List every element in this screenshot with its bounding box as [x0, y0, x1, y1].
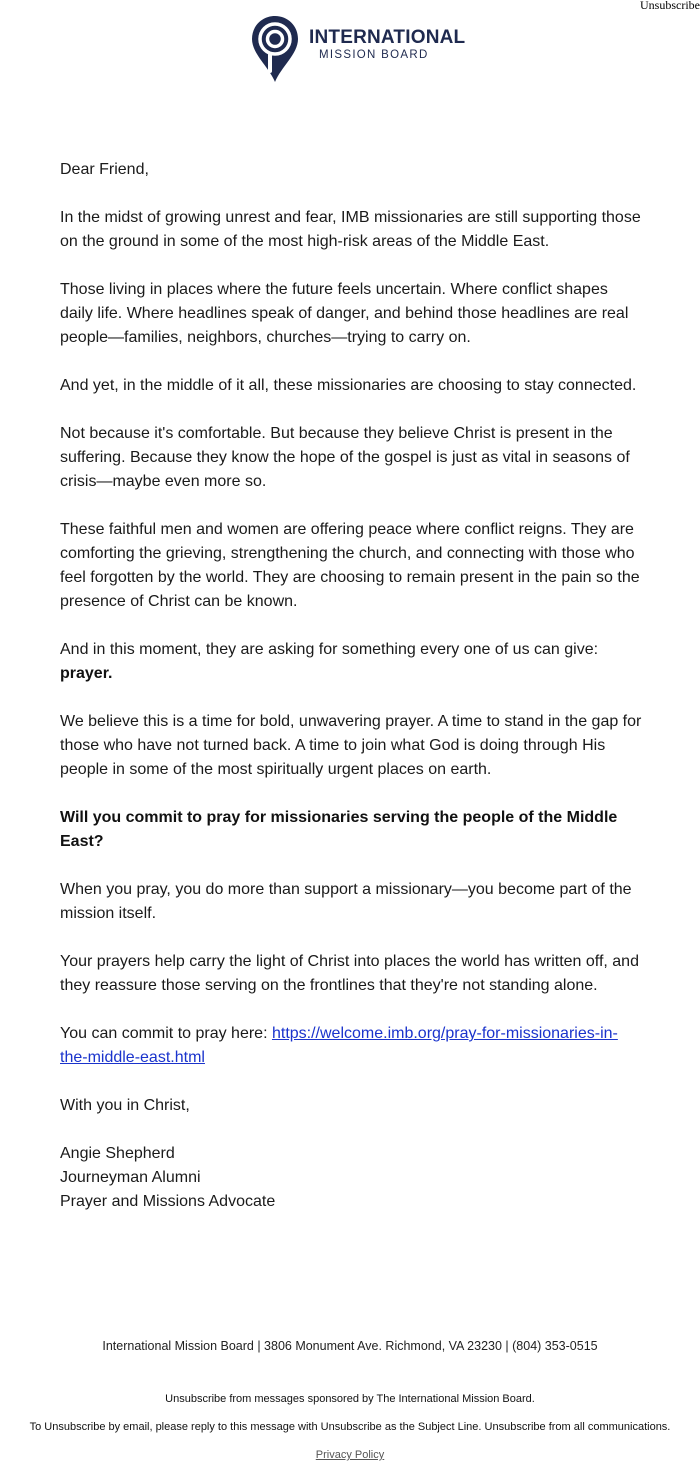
paragraph-5: These faithful men and women are offering peace where conflict reigns. They are comforting the grieving, strengthening the church, and connecting with those who feel forgotten by the world. They are choosing to remain present in the pain so the presence of Christ can be known.: [60, 521, 640, 610]
signature-title-2: Prayer and Missions Advocate: [60, 1193, 276, 1210]
logo-subtitle: MISSION BOARD: [319, 49, 429, 62]
commit-text: You can commit to pray here:: [60, 1025, 268, 1042]
letter-body: [60, 158, 644, 1214]
top-unsubscribe-link[interactable]: Unsubscribe: [640, 0, 700, 12]
paragraph-11: [60, 1022, 644, 1070]
paragraph-4: Not because it's comfortable. But because they believe Christ is present in the suffering. Because they know the hope of the gospel is just as vital in seasons of crisis—maybe even more so.: [60, 425, 630, 490]
footer-privacy: [0, 1449, 700, 1461]
signature-name: Angie Shepherd: [60, 1145, 175, 1162]
commit-to-pray-link[interactable]: https://welcome.imb.org/pray-for-missionaries-in-the-middle-east.html: [60, 1025, 618, 1066]
closing: With you in Christ,: [60, 1097, 190, 1114]
footer-email-unsubscribe: To Unsubscribe by email, please reply to this message with Unsubscribe as the Subject Line. Unsubscribe from all communications.: [29, 1421, 671, 1433]
paragraph-10: Your prayers help carry the light of Christ into places the world has written off, and they reassure those serving on the frontlines that they're not standing alone.: [60, 953, 639, 994]
greeting: Dear Friend,: [60, 161, 149, 178]
imb-logo[interactable]: [251, 14, 465, 84]
prayer-emphasis: prayer.: [60, 665, 113, 682]
footer-address: International Mission Board | 3806 Monument Ave. Richmond, VA 23230 | (804) 353-0515: [102, 1339, 598, 1353]
paragraph-7: We believe this is a time for bold, unwavering prayer. A time to stand in the gap for those who have not turned back. A time to join what God is doing through His people in some of the most spiritually urgent places on earth.: [60, 713, 642, 778]
paragraph-6-text: And in this moment, they are asking for something every one of us can give:: [60, 641, 599, 658]
paragraph-6: [60, 638, 644, 686]
footer-sponsor-unsubscribe[interactable]: Unsubscribe from messages sponsored by The International Mission Board.: [165, 1393, 535, 1405]
logo-title: INTERNATIONAL: [309, 27, 466, 49]
map-pin-icon: [251, 15, 299, 83]
call-to-action: [60, 806, 644, 854]
paragraph-9: When you pray, you do more than support a missionary—you become part of the mission itself.: [60, 881, 632, 922]
privacy-policy-link[interactable]: Privacy Policy: [315, 1449, 385, 1461]
paragraph-2: Those living in places where the future feels uncertain. Where conflict shapes daily life. Where headlines speak of danger, and behind those headlines are real people—families, neighbors, churches—trying to carry on.: [60, 281, 629, 346]
paragraph-1: In the midst of growing unrest and fear, IMB missionaries are still supporting those on the ground in some of the most high-risk areas of the Middle East.: [60, 209, 641, 250]
signature-title-1: Journeyman Alumni: [60, 1169, 201, 1186]
paragraph-3: And yet, in the middle of it all, these missionaries are choosing to stay connected.: [60, 377, 637, 394]
call-to-action-text: Will you commit to pray for missionaries serving the people of the Middle East?: [60, 809, 618, 850]
